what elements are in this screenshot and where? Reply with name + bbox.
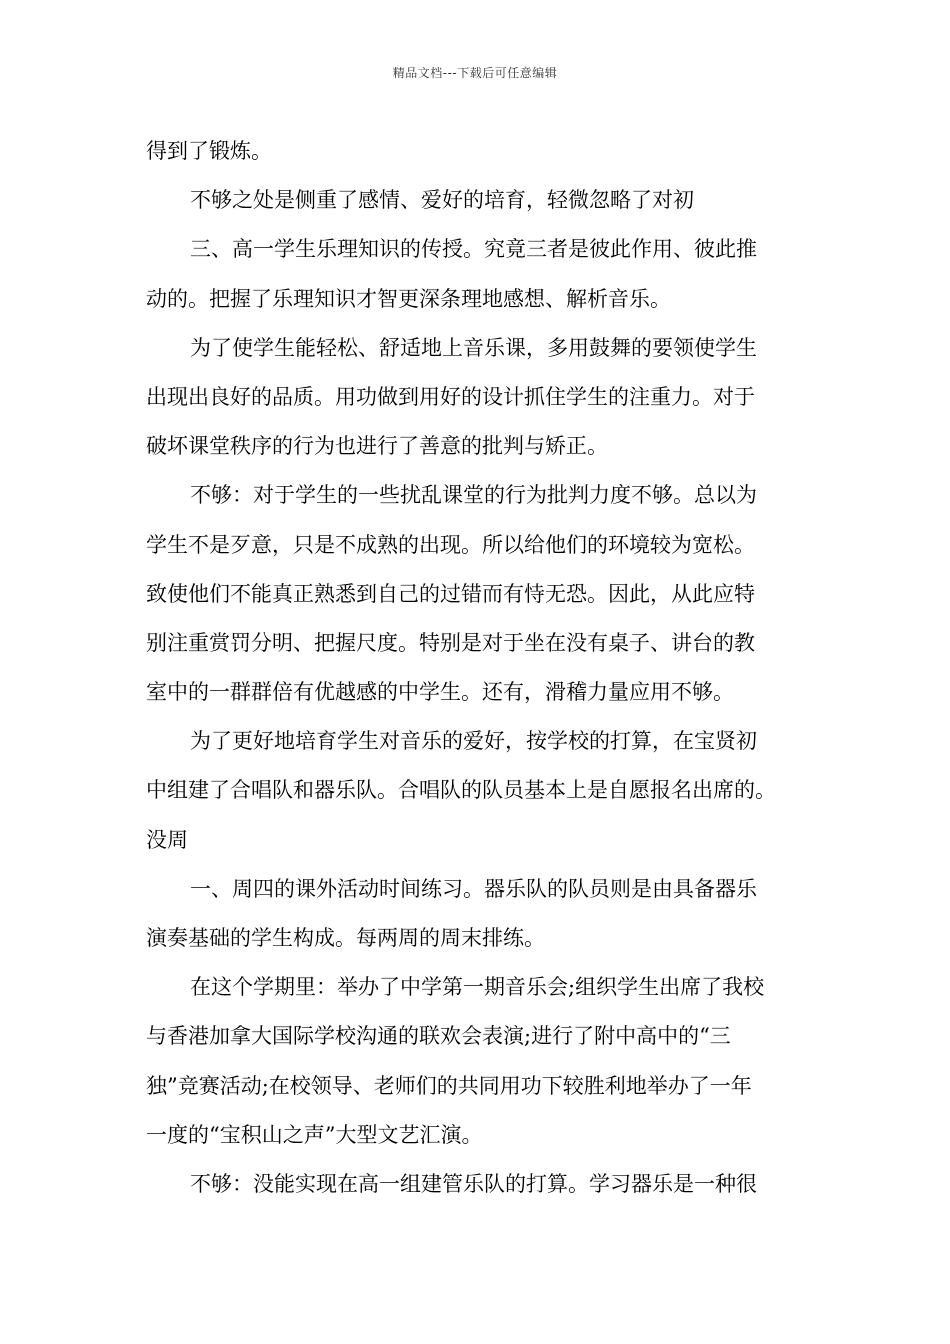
text-line: 破坏课堂秩序的行为也进行了善意的批判与矫正。 xyxy=(146,434,608,459)
text-line: 中组建了合唱队和器乐队。合唱队的队员基本上是自愿报名出席的。 xyxy=(146,778,776,803)
text-line: 致使他们不能真正熟悉到自己的过错而有恃无恐。因此，从此应特 xyxy=(146,581,755,606)
text-line: 在这个学期里：举办了中学第一期音乐会;组织学生出席了我校 xyxy=(190,975,765,1000)
text-line: 出现出良好的品质。用功做到用好的设计抓住学生的注重力。对于 xyxy=(146,384,755,409)
text-line: 为了更好地培育学生对音乐的爱好，按学校的打算，在宝贤初 xyxy=(190,729,757,754)
body-text xyxy=(146,127,808,1209)
text-line: 动的。把握了乐理知识才智更深条理地感想、解析音乐。 xyxy=(146,286,671,311)
text-line: 不够：没能实现在高一组建管乐队的打算。学习器乐是一种很 xyxy=(190,1171,757,1196)
text-line: 室中的一群群倍有优越感的中学生。还有，滑稽力量应用不够。 xyxy=(146,680,734,705)
text-line: 三、高一学生乐理知识的传授。究竟三者是彼此作用、彼此推 xyxy=(190,237,757,262)
text-line: 一、周四的课外活动时间练习。器乐队的队员则是由具备器乐 xyxy=(190,876,757,901)
text-line: 学生不是歹意，只是不成熟的出现。所以给他们的环境较为宽松。 xyxy=(146,532,755,557)
text-line: 别注重赏罚分明、把握尺度。特别是对于坐在没有桌子、讲台的教 xyxy=(146,630,755,655)
text-line: 演奏基础的学生构成。每两周的周末排练。 xyxy=(146,926,545,950)
text-line: 独”竞赛活动;在校领导、老师们的共同用功下较胜利地举办了一年 xyxy=(146,1073,752,1098)
text-line: 不够：对于学生的一些扰乱课堂的行为批判力度不够。总以为 xyxy=(190,483,757,508)
page-header: 精品文档---下载后可任意编辑 xyxy=(392,66,558,80)
text-line: 不够之处是侧重了感情、爱好的培育，轻微忽略了对初 xyxy=(190,188,694,213)
text-line: 得到了锻炼。 xyxy=(146,139,272,163)
text-line: 一度的“宝积山之声”大型文艺汇演。 xyxy=(146,1122,483,1147)
text-line: 为了使学生能轻松、舒适地上音乐课，多用鼓舞的要领使学生 xyxy=(190,335,757,360)
text-line: 与香港加拿大国际学校沟通的联欢会表演;进行了附中高中的“三 xyxy=(146,1024,731,1049)
text-line: 没周 xyxy=(146,827,188,852)
